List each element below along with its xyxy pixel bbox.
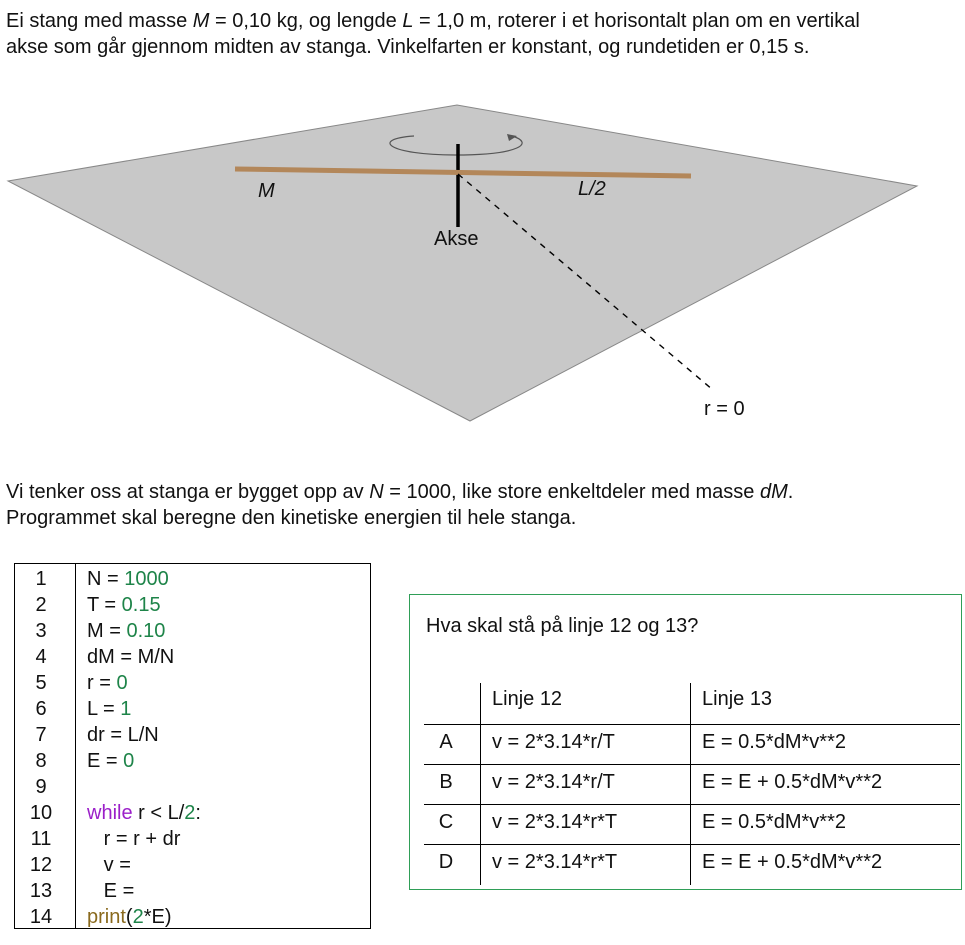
line12-answer: v = 2*3.14*r/T xyxy=(492,771,615,793)
code-line xyxy=(15,748,370,774)
code-segment: E = xyxy=(87,880,135,902)
code-line xyxy=(15,618,370,644)
code-line xyxy=(15,566,370,592)
desc-text-part: Vi tenker oss at stanga er bygget opp av xyxy=(6,481,370,503)
code-text xyxy=(87,800,201,826)
code-text xyxy=(87,566,169,592)
code-line xyxy=(15,592,370,618)
code-line xyxy=(15,800,370,826)
intro-text-part: = 1,0 m, roterer i et horisontalt plan om en vertikal xyxy=(413,10,860,32)
number-literal: 0 xyxy=(116,672,128,694)
line12-answer: v = 2*3.14*r*T xyxy=(492,851,618,873)
code-segment: r < L/ xyxy=(132,802,185,824)
code-line xyxy=(15,852,370,878)
number-literal: 2 xyxy=(184,802,196,824)
row-divider xyxy=(424,844,960,845)
code-segment: r = r + dr xyxy=(87,828,181,850)
code-text xyxy=(87,878,134,904)
intro-text-line2: akse som går gjennom midten av stanga. Vinkelfarten er konstant, og rundetiden er 0,15 s. xyxy=(6,36,810,58)
line12-answer: v = 2*3.14*r*T xyxy=(492,811,618,833)
row-divider xyxy=(424,804,960,805)
line13-answer: E = E + 0.5*dM*v**2 xyxy=(702,851,883,873)
code-line xyxy=(15,696,370,722)
line-number: 7 xyxy=(35,724,47,746)
line-number: 12 xyxy=(29,854,53,876)
line13-answer: E = E + 0.5*dM*v**2 xyxy=(702,771,883,793)
description-line2: Programmet skal beregne den kinetiske energien til hele stanga. xyxy=(6,507,577,529)
question-text: Hva skal stå på linje 12 og 13? xyxy=(426,615,699,637)
code-text xyxy=(87,696,131,722)
code-text xyxy=(87,618,165,644)
column-divider xyxy=(690,683,691,885)
code-text xyxy=(87,722,159,748)
code-text xyxy=(87,670,128,696)
axis-label: Akse xyxy=(434,228,479,250)
code-segment: r = xyxy=(87,672,117,694)
line12-answer: v = 2*3.14*r/T xyxy=(492,731,615,753)
line-number: 4 xyxy=(35,646,47,668)
line-number: 9 xyxy=(35,776,47,798)
number-literal: 0.10 xyxy=(126,620,166,642)
line-number: 5 xyxy=(35,672,47,694)
code-listing xyxy=(14,563,371,929)
option-letter: A xyxy=(439,731,453,753)
line-number: 2 xyxy=(35,594,47,616)
intro-text xyxy=(6,8,956,60)
number-literal: 2 xyxy=(132,906,144,928)
option-letter: C xyxy=(438,811,454,833)
r-zero-label: r = 0 xyxy=(704,398,745,420)
builtin-function: print xyxy=(87,906,126,928)
code-segment: L = xyxy=(87,698,121,720)
code-line xyxy=(15,774,370,800)
symbol-L: L xyxy=(402,10,414,32)
column-divider xyxy=(480,683,481,885)
code-segment: dM = M/N xyxy=(87,646,175,668)
code-segment: M = xyxy=(87,620,127,642)
code-text xyxy=(87,852,131,878)
intro-text-part: Ei stang med masse xyxy=(6,10,193,32)
line-number: 1 xyxy=(35,568,47,590)
horizontal-plane xyxy=(8,105,917,421)
code-line xyxy=(15,904,370,930)
code-segment: : xyxy=(195,802,201,824)
code-line xyxy=(15,826,370,852)
intro-text-part: = 0,10 kg, og lengde xyxy=(209,10,403,32)
code-line xyxy=(15,878,370,904)
code-text xyxy=(87,592,161,618)
rotating-rod-figure xyxy=(0,95,965,430)
half-length-label: L/2 xyxy=(578,178,606,200)
code-segment: dr = L/N xyxy=(87,724,159,746)
line13-answer: E = 0.5*dM*v**2 xyxy=(702,811,846,833)
symbol-dM: dM xyxy=(759,481,788,503)
code-text xyxy=(87,748,134,774)
row-divider xyxy=(424,764,960,765)
rod-mass-label: M xyxy=(258,180,275,202)
symbol-M: M xyxy=(192,10,210,32)
desc-text-part: . xyxy=(787,481,794,503)
code-segment: *E) xyxy=(143,906,172,928)
code-segment: T = xyxy=(87,594,122,616)
header-line13: Linje 13 xyxy=(702,688,773,710)
code-segment: ( xyxy=(125,906,133,928)
line-number: 11 xyxy=(30,828,52,850)
code-line xyxy=(15,722,370,748)
line-number: 13 xyxy=(29,880,53,902)
number-literal: 0.15 xyxy=(121,594,161,616)
code-line xyxy=(15,670,370,696)
code-text xyxy=(87,826,180,852)
row-divider xyxy=(424,724,960,725)
line-number: 3 xyxy=(35,620,47,642)
option-letter: D xyxy=(438,851,454,873)
line13-answer: E = 0.5*dM*v**2 xyxy=(702,731,846,753)
number-literal: 1000 xyxy=(124,568,169,590)
line-number: 6 xyxy=(35,698,47,720)
code-segment: E = xyxy=(87,750,124,772)
number-literal: 0 xyxy=(123,750,135,772)
code-segment: N = xyxy=(87,568,125,590)
line-number: 14 xyxy=(29,906,53,928)
code-text xyxy=(87,644,174,670)
question-box xyxy=(409,594,962,890)
code-line xyxy=(15,644,370,670)
code-text xyxy=(87,904,172,930)
code-segment: v = xyxy=(87,854,131,876)
number-literal: 1 xyxy=(120,698,132,720)
header-line12: Linje 12 xyxy=(492,688,563,710)
line-number: 10 xyxy=(29,802,53,824)
option-letter: B xyxy=(439,771,453,793)
description-text xyxy=(6,479,956,531)
symbol-N: N xyxy=(369,481,384,503)
keyword: while xyxy=(87,802,133,824)
desc-text-part: = 1000, like store enkeltdeler med masse xyxy=(383,481,760,503)
line-number: 8 xyxy=(35,750,47,772)
